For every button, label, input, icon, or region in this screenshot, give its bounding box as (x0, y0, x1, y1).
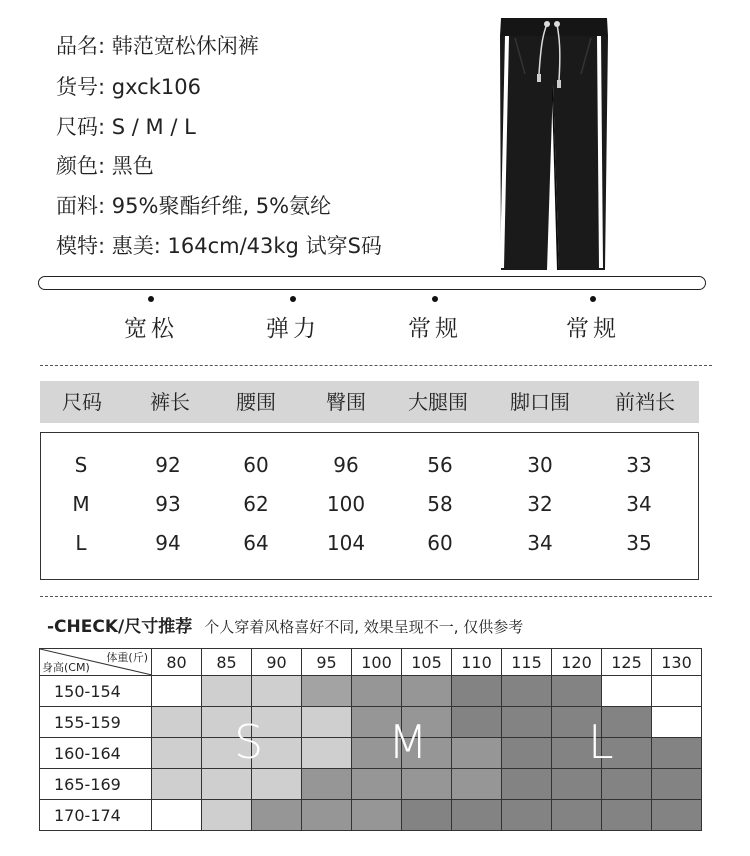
header-length: 裤长 (150, 390, 190, 414)
grid-cell (402, 769, 452, 800)
cell: M (72, 492, 90, 516)
cell: 100 (326, 492, 366, 516)
grid-cell (152, 800, 202, 831)
header-front-rise: 前裆长 (615, 390, 675, 414)
header-waist: 腰围 (236, 390, 276, 414)
weight-header: 110 (452, 649, 502, 676)
grid-cell (402, 800, 452, 831)
grid-cell (202, 769, 252, 800)
cell: S (74, 453, 88, 477)
grid-cell (502, 676, 552, 707)
grid-cell (452, 707, 502, 738)
product-name-line: 品名: 韩范宽松休闲裤 (56, 34, 259, 58)
cell: 64 (243, 531, 269, 555)
weight-header: 120 (552, 649, 602, 676)
size-table-body (40, 432, 699, 580)
product-model-line: 模特: 惠美: 164cm/43kg 试穿S码 (56, 234, 382, 258)
grid-cell (152, 769, 202, 800)
cell: 92 (155, 453, 181, 477)
header-leg-opening: 脚口围 (510, 390, 570, 414)
grid-cell (502, 769, 552, 800)
grid-cell (152, 738, 202, 769)
grid-cell (652, 800, 702, 831)
grid-cell (302, 738, 352, 769)
grid-cell (452, 676, 502, 707)
cell: 94 (155, 531, 181, 555)
grid-cell (452, 738, 502, 769)
weight-header: 90 (252, 649, 302, 676)
dashed-divider (40, 596, 712, 597)
grid-cell (602, 676, 652, 707)
header-thigh: 大腿围 (408, 390, 468, 414)
grid-cell (252, 769, 302, 800)
cell: 30 (527, 453, 553, 477)
weight-header: 95 (302, 649, 352, 676)
grid-cell (652, 707, 702, 738)
cell: 93 (155, 492, 181, 516)
grid-cell (352, 676, 402, 707)
grid-cell (152, 707, 202, 738)
cell: 33 (626, 453, 652, 477)
check-heading (47, 612, 523, 637)
product-fabric-line: 面料: 95%聚酯纤维, 5%氨纶 (56, 194, 332, 218)
grid-cell (302, 707, 352, 738)
weight-header: 80 (152, 649, 202, 676)
cell: 60 (427, 531, 453, 555)
grid-cell (602, 800, 652, 831)
grid-cell (302, 676, 352, 707)
grid-cell (352, 769, 402, 800)
grid-cell (552, 769, 602, 800)
grid-cell (552, 800, 602, 831)
cell: 35 (626, 531, 652, 555)
feature-fit: 宽松 (96, 296, 206, 343)
grid-cell (252, 800, 302, 831)
height-label: 155-159 (40, 707, 152, 738)
dashed-divider (40, 365, 712, 366)
grid-cell (202, 800, 252, 831)
cell: 34 (626, 492, 652, 516)
weight-header: 100 (352, 649, 402, 676)
grid-cell (202, 676, 252, 707)
weight-header: 105 (402, 649, 452, 676)
cell: 62 (243, 492, 269, 516)
grid-cell (552, 676, 602, 707)
weight-header: 115 (502, 649, 552, 676)
size-table-header (40, 381, 699, 423)
height-label: 165-169 (40, 769, 152, 800)
pants-photo (487, 14, 617, 272)
weight-header: 85 (202, 649, 252, 676)
feature-thickness: 常规 (380, 296, 490, 343)
grid-cell (502, 800, 552, 831)
product-color-line: 颜色: 黑色 (56, 154, 154, 178)
check-title: -CHECK/尺寸推荐 (47, 617, 193, 637)
grid-cell (302, 800, 352, 831)
divider-bar (38, 276, 706, 290)
cell: 58 (427, 492, 453, 516)
header-size: 尺码 (62, 390, 102, 414)
grid-cell (602, 769, 652, 800)
grid-cell (302, 769, 352, 800)
cell: 60 (243, 453, 269, 477)
weight-header: 125 (602, 649, 652, 676)
weight-axis-label: 体重(斤) (106, 651, 148, 664)
height-label: 150-154 (40, 676, 152, 707)
grid-cell (502, 707, 552, 738)
feature-elasticity: 弹力 (238, 296, 348, 343)
product-code-line: 货号: gxck106 (56, 75, 201, 99)
height-axis-label: 身高(CM) (42, 661, 90, 674)
grid-cell (452, 800, 502, 831)
product-size-line: 尺码: S / M / L (56, 115, 196, 139)
cell: 96 (333, 453, 359, 477)
header-hip: 臀围 (326, 390, 366, 414)
cell: 56 (427, 453, 453, 477)
grid-cell (352, 800, 402, 831)
grid-cell (402, 676, 452, 707)
feature-length: 常规 (538, 296, 648, 343)
grid-cell (652, 676, 702, 707)
grid-cell (652, 738, 702, 769)
height-label: 170-174 (40, 800, 152, 831)
cell: 32 (527, 492, 553, 516)
weight-header: 130 (652, 649, 702, 676)
height-label: 160-164 (40, 738, 152, 769)
size-letter-s: S (234, 715, 264, 769)
grid-cell (252, 676, 302, 707)
grid-cell (152, 676, 202, 707)
cell: 104 (326, 531, 366, 555)
cell: 34 (527, 531, 553, 555)
check-note: 个人穿着风格喜好不同, 效果呈现不一, 仅供参考 (204, 618, 524, 636)
grid-cell (502, 738, 552, 769)
size-letter-l: L (588, 715, 614, 769)
grid-cell (652, 769, 702, 800)
size-letter-m: M (388, 715, 428, 769)
cell: L (75, 531, 87, 555)
grid-cell (452, 769, 502, 800)
grid-corner (40, 649, 152, 676)
